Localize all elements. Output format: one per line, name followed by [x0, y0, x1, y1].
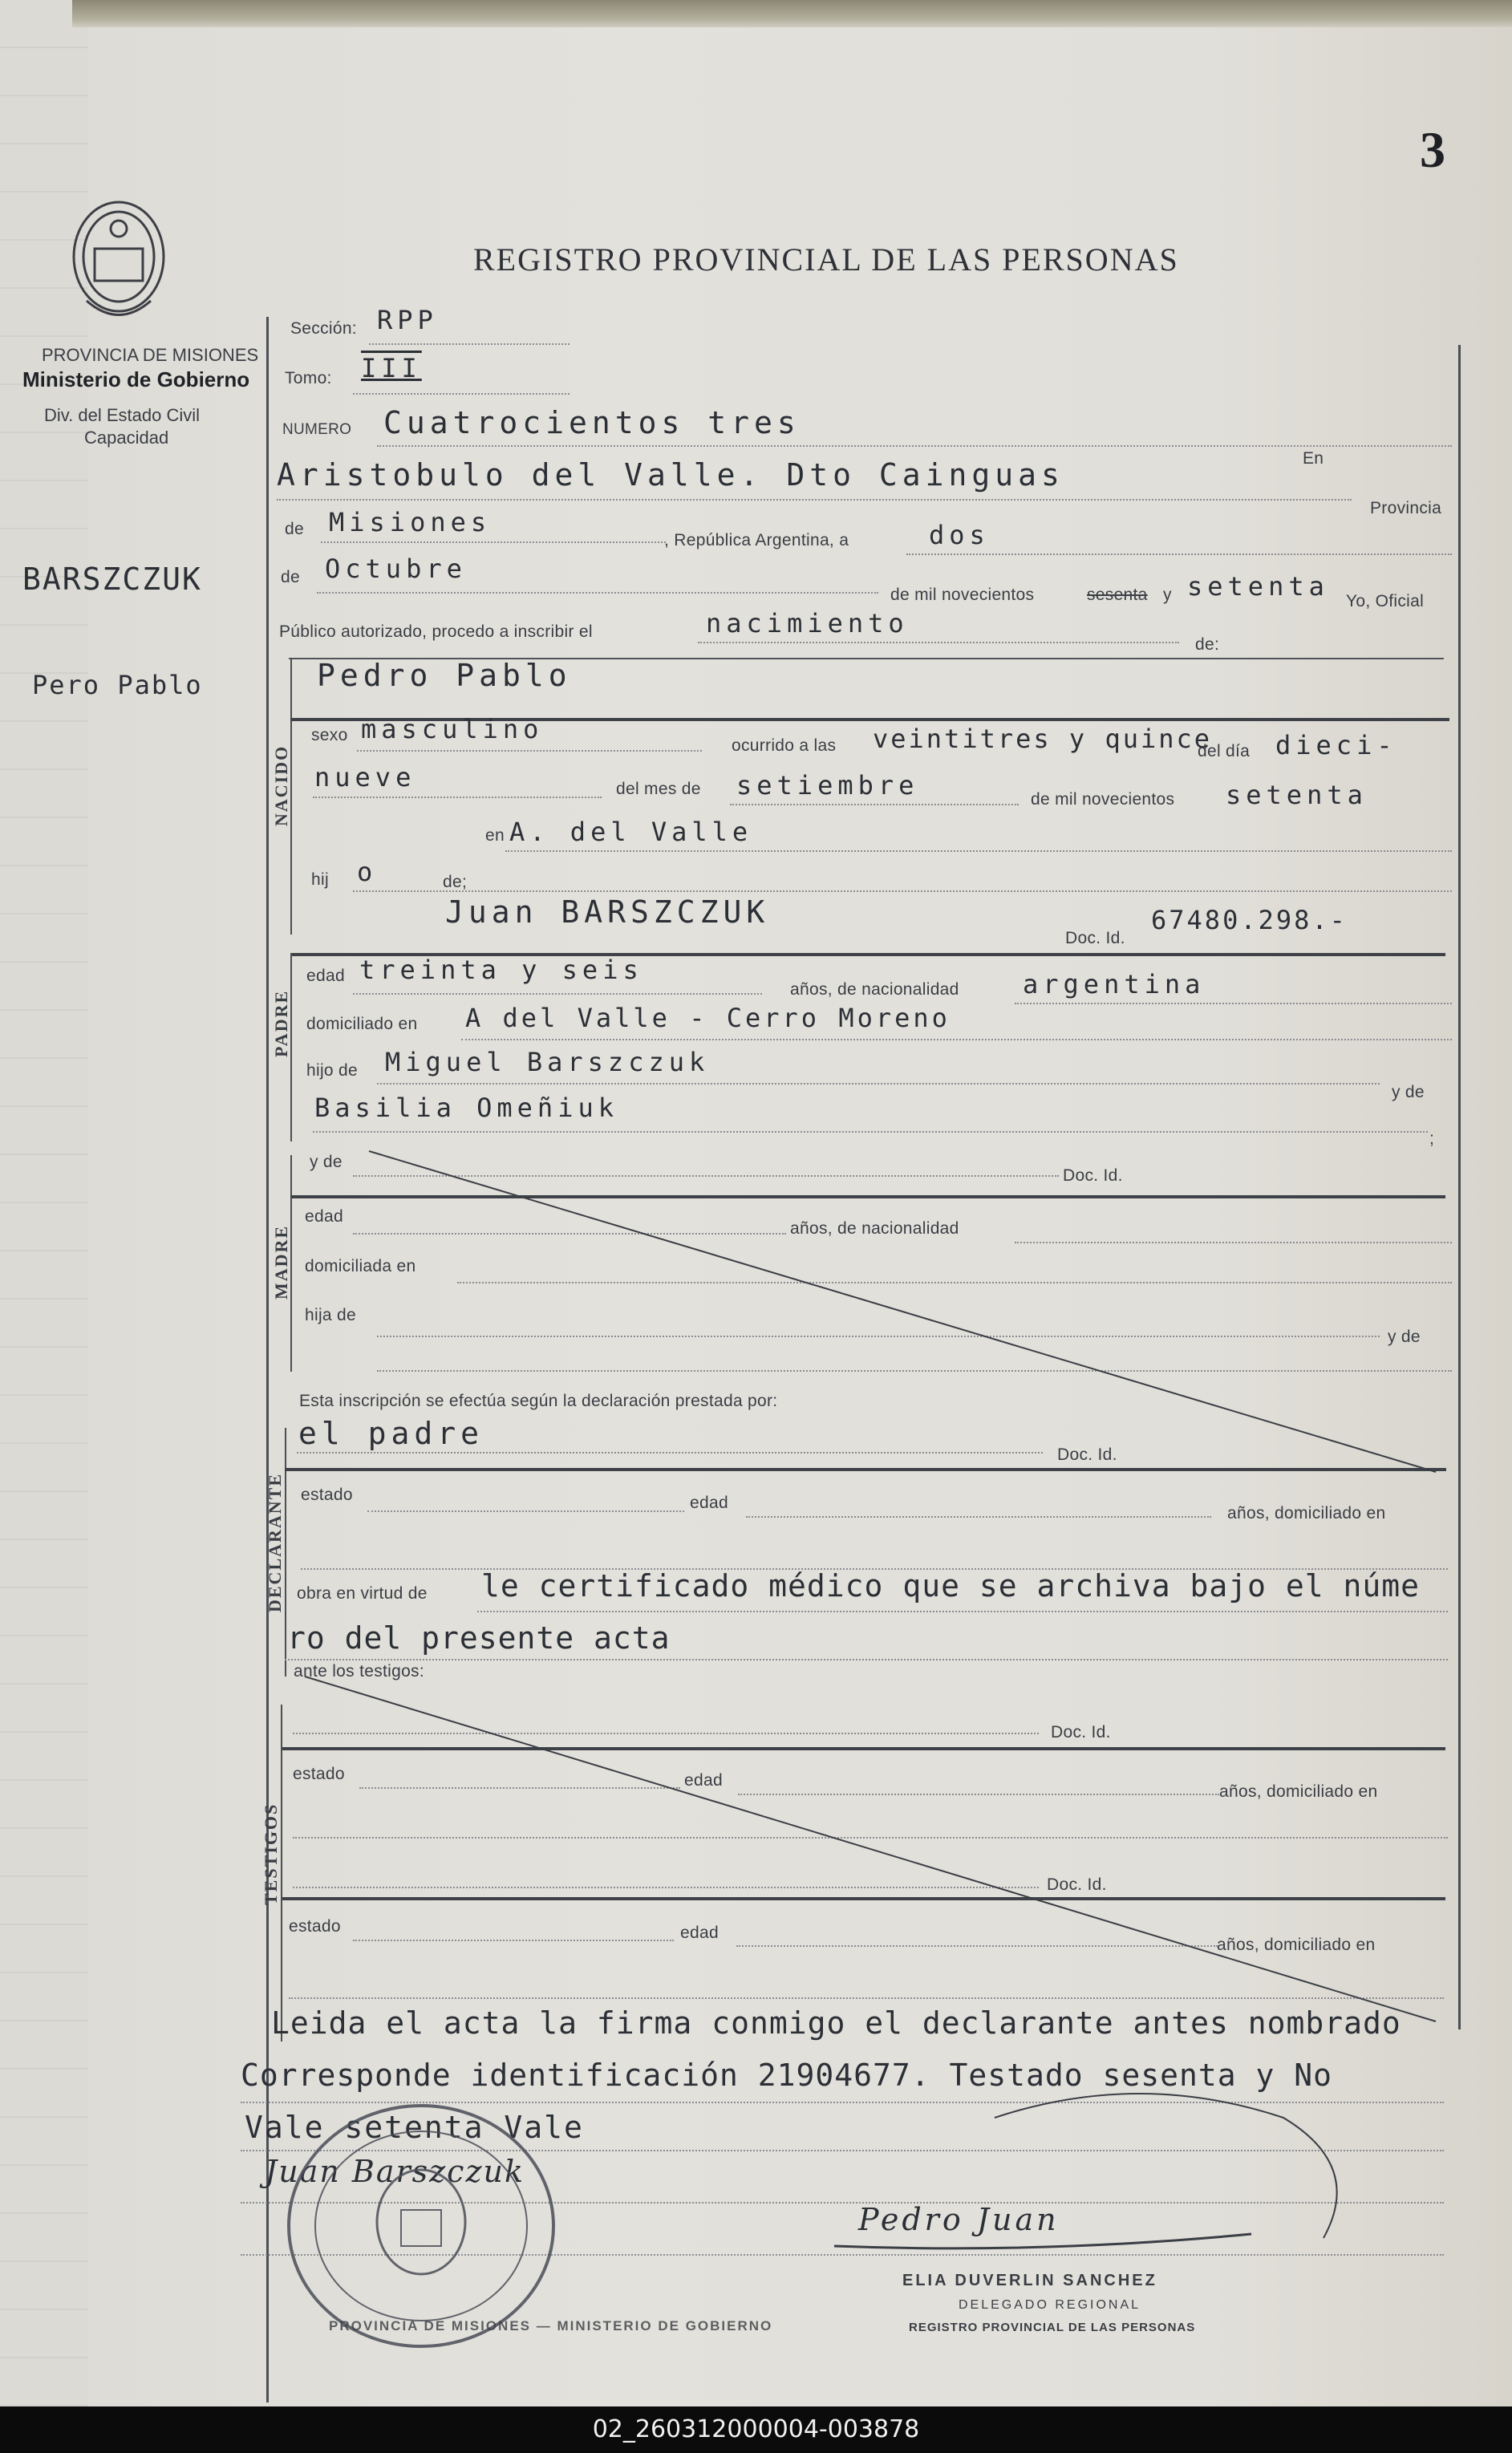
hora-value: veintitres y quince — [873, 724, 1213, 754]
declarante-estado-label: estado — [301, 1486, 353, 1504]
publico-label: Público autorizado, procedo a inscribir el — [279, 622, 593, 641]
year-label: de mil novecientos — [890, 586, 1035, 604]
declarante-doc-label: Doc. Id. — [1057, 1445, 1117, 1464]
testigo-1-doc-label: Doc. Id. — [1051, 1723, 1111, 1741]
padre-nacionalidad-value: argentina — [1023, 969, 1206, 999]
dia-value-1: dieci- — [1275, 730, 1397, 760]
officer-role: DELEGADO REGIONAL — [959, 2298, 1141, 2312]
provincia-value: Misiones — [329, 507, 492, 537]
nacido-name-value: Pedro Pablo — [317, 658, 572, 693]
padre-domicilio-value: A del Valle - Cerro Moreno — [465, 1003, 951, 1033]
ocurrido-label: ocurrido a las — [732, 736, 837, 755]
lugar-value: A. del Valle — [509, 817, 753, 847]
padre-domicilio-label: domiciliado en — [306, 1015, 418, 1033]
padre-edad-value: treinta y seis — [359, 955, 643, 985]
madre-y-de-end: y de — [1388, 1328, 1421, 1346]
testigos-crossout-line — [305, 1677, 1436, 2021]
madre-y-de-label: y de — [310, 1153, 343, 1171]
page-title: REGISTRO PROVINCIAL DE LAS PERSONAS — [473, 241, 1179, 278]
padre-madre-de-padre-value: Basilia Omeñiuk — [314, 1093, 618, 1123]
page-number: 3 — [1420, 121, 1445, 178]
padre-name-value: Juan BARSZCZUK — [445, 894, 770, 930]
provincia-label: Provincia — [1370, 499, 1442, 517]
republica-label: , República Argentina, a — [664, 531, 849, 549]
declarante-edad-label: edad — [690, 1494, 728, 1512]
obra-value-2: ro del presente acta — [287, 1620, 671, 1656]
mes-value: setiembre — [736, 770, 919, 801]
madre-doc-label: Doc. Id. — [1063, 1166, 1123, 1185]
hij-value: o — [357, 857, 378, 887]
testigo-2-estado-label: estado — [289, 1917, 341, 1936]
madre-hija-label: hija de — [305, 1306, 356, 1324]
testigo-2-edad-label: edad — [680, 1924, 719, 1942]
padre-hijo-label: hijo de — [306, 1061, 358, 1080]
dia-value-2: nueve — [314, 762, 416, 793]
dept-line-4: Capacidad — [84, 428, 169, 448]
closing-line-1: Leida el acta la firma conmigo el declarante antes nombrado — [271, 2005, 1401, 2041]
madre-anios-label: años, de nacionalidad — [790, 1219, 959, 1238]
padre-doc-label: Doc. Id. — [1065, 929, 1125, 947]
testigos-section-label: TESTIGOS — [261, 1802, 281, 1905]
declarante-name-value: el padre — [298, 1416, 484, 1451]
declarant-signature: Juan Barszczuk — [265, 2154, 525, 2189]
de-label: de — [285, 520, 304, 538]
madre-crossout-line — [369, 1151, 1436, 1472]
officer-name: ELIA DUVERLIN SANCHEZ — [902, 2272, 1157, 2289]
declarante-section-label: DECLARANTE — [265, 1472, 285, 1612]
act-value: nacimiento — [706, 608, 909, 639]
padre-y-de-label: y de — [1392, 1083, 1425, 1101]
dept-line-1: PROVINCIA DE MISIONES — [42, 345, 259, 365]
tomo-label: Tomo: — [285, 369, 332, 387]
sexo-label: sexo — [311, 726, 348, 744]
oficial-label: Yo, Oficial — [1346, 592, 1425, 610]
officer-signature: Pedro Juan — [858, 2202, 1060, 2237]
padre-anios-label: años, de nacionalidad — [790, 980, 959, 999]
officer-org: REGISTRO PROVINCIAL DE LAS PERSONAS — [909, 2321, 1196, 2334]
nacido-en-label: en — [485, 826, 505, 845]
dept-line-2: Ministerio de Gobierno — [22, 367, 250, 391]
declarante-anios-label: años, domiciliado en — [1227, 1504, 1386, 1522]
month-value: Octubre — [325, 553, 467, 584]
hij-de-label: de; — [443, 873, 468, 891]
de-label-2: de — [281, 568, 300, 586]
margin-surname: BARSZCZUK — [22, 562, 202, 597]
closing-line-2: Corresponde identificación 21904677. Testado sesenta y No — [241, 2058, 1333, 2093]
mes-label: del mes de — [616, 780, 701, 798]
padre-edad-label: edad — [306, 967, 345, 985]
numero-value: Cuatrocientos tres — [383, 405, 801, 440]
nacido-section-label: NACIDO — [271, 744, 291, 826]
declarante-intro: Esta inscripción se efectúa según la declaración prestada por: — [299, 1392, 778, 1410]
testigo-1-edad-label: edad — [684, 1771, 723, 1790]
year-value: setenta — [1187, 571, 1329, 602]
padre-section-label: PADRE — [271, 989, 291, 1057]
year-struck: sesenta — [1087, 586, 1148, 604]
stamp-text: PROVINCIA DE MISIONES — MINISTERIO DE GOBIERNO — [329, 2318, 773, 2333]
seccion-label: Sección: — [290, 319, 357, 338]
anio-value: setenta — [1226, 780, 1368, 810]
numero-label: NUMERO — [282, 421, 352, 438]
padre-semicolon: ; — [1429, 1129, 1435, 1148]
signature-underline — [834, 2234, 1251, 2248]
testigo-2-anios-label: años, domiciliado en — [1217, 1936, 1376, 1954]
year-y: y — [1163, 586, 1172, 604]
tomo-value: III — [361, 353, 422, 383]
en-label: En — [1303, 449, 1324, 468]
testigos-intro: ante los testigos: — [294, 1662, 424, 1681]
official-stamp-icon — [289, 2106, 553, 2346]
sexo-value: masculino — [361, 714, 544, 744]
padre-doc-value: 67480.298.- — [1151, 905, 1348, 935]
closing-line-3: Vale setenta Vale — [245, 2110, 584, 2145]
madre-section-label: MADRE — [271, 1224, 291, 1299]
seccion-value: RPP — [377, 305, 438, 335]
image-caption: 02_260312000004-003878 — [0, 2406, 1512, 2453]
testigo-1-estado-label: estado — [293, 1765, 345, 1783]
testigo-2-doc-label: Doc. Id. — [1047, 1875, 1107, 1894]
hij-label: hij — [311, 870, 329, 889]
obra-label: obra en virtud de — [297, 1584, 428, 1603]
locality-value: Aristobulo del Valle. Dto Cainguas — [277, 457, 1064, 493]
day-value: dos — [929, 520, 990, 550]
signature-flourish — [995, 2094, 1337, 2238]
dept-line-3: Div. del Estado Civil — [44, 405, 200, 425]
anio-label: de mil novecientos — [1031, 790, 1175, 809]
dia-label: del día — [1198, 742, 1251, 760]
testigo-1-anios-label: años, domiciliado en — [1219, 1782, 1378, 1801]
padre-de-padre-value: Miguel Barszczuk — [385, 1047, 710, 1077]
de-colon: de: — [1195, 635, 1220, 654]
obra-value-1: le certificado médico que se archiva bajo el núme — [481, 1568, 1421, 1604]
madre-domicilio-label: domiciliada en — [305, 1257, 416, 1275]
madre-edad-label: edad — [305, 1207, 343, 1226]
margin-given-names: Pero Pablo — [32, 670, 203, 700]
